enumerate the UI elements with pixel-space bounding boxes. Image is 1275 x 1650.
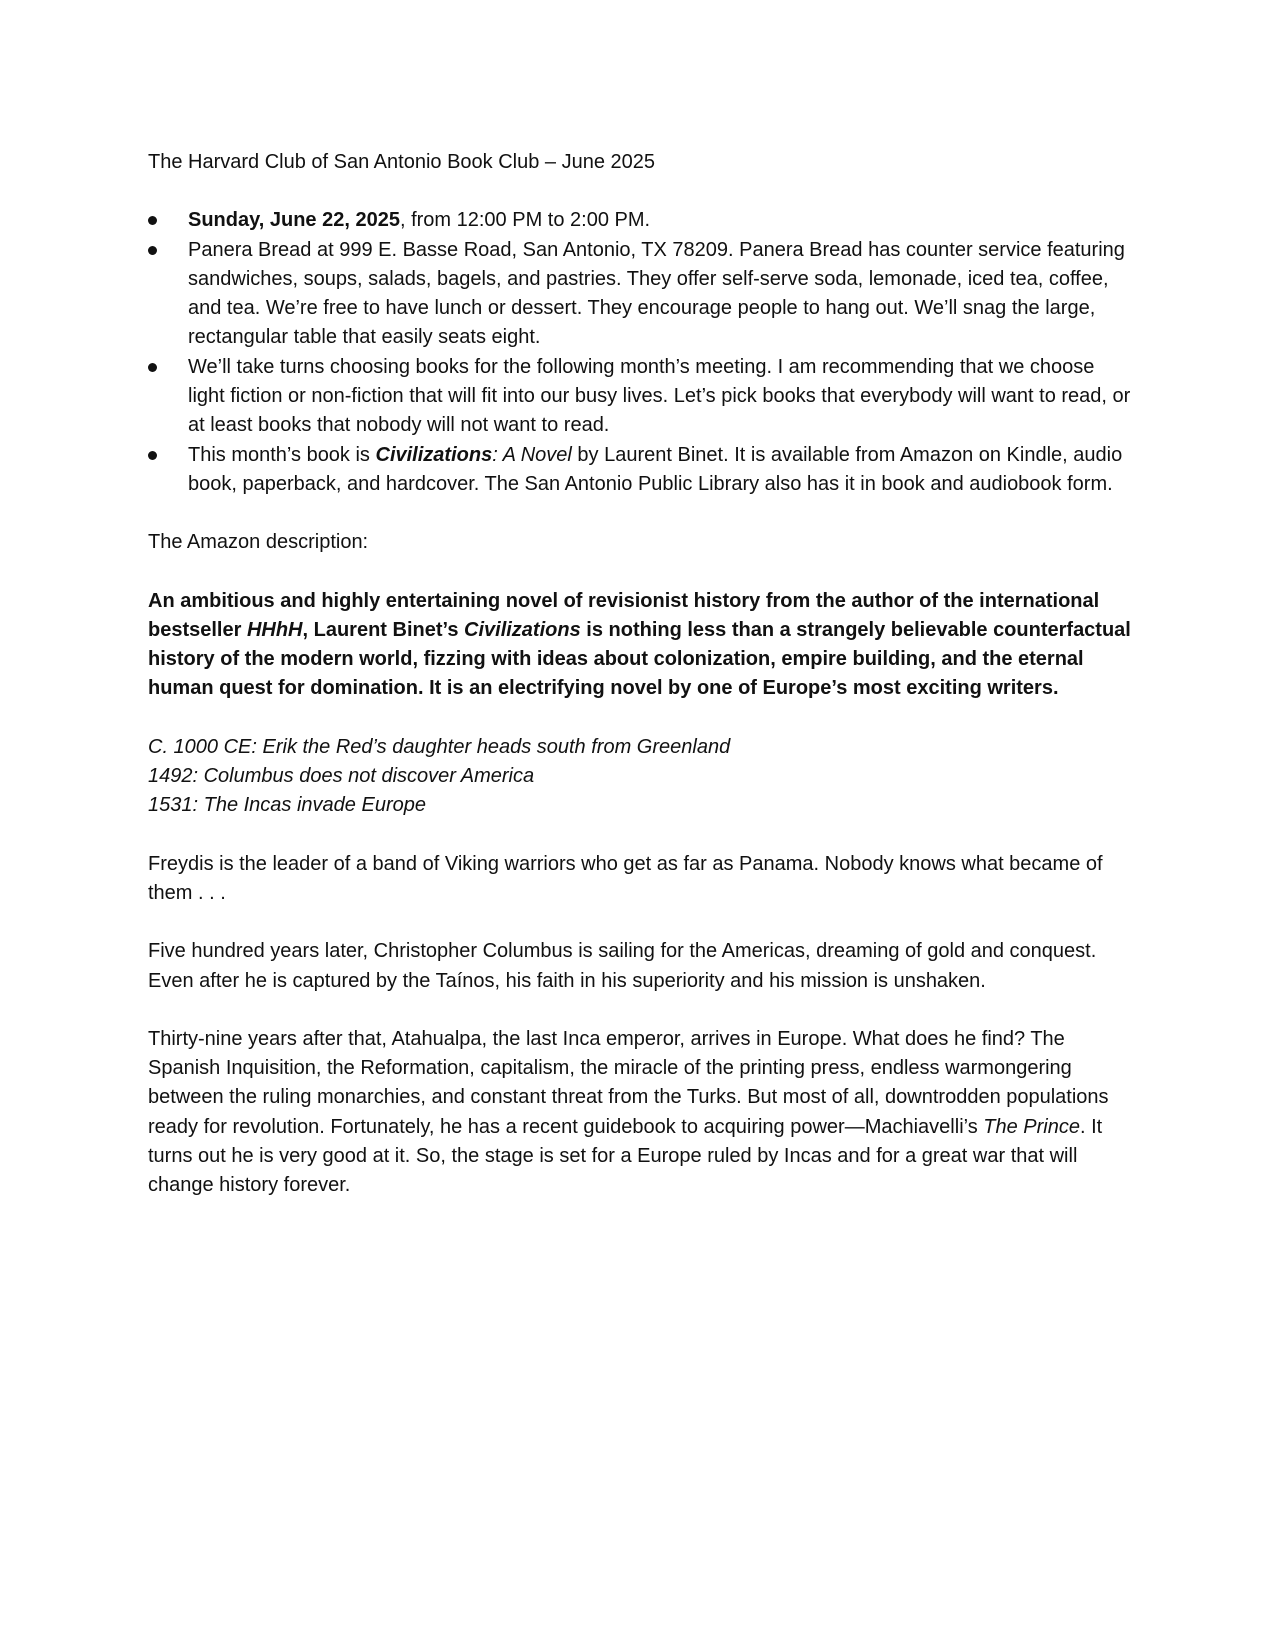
timeline-item: C. 1000 CE: Erik the Red’s daughter heads south from Greenland	[148, 735, 731, 758]
list-item-date	[148, 206, 1133, 235]
bullet-icon	[148, 363, 157, 372]
current-book-intro: This month’s book is	[188, 443, 376, 466]
document-page	[148, 148, 1133, 1230]
blurb-hhhh-title: HHhH	[246, 618, 303, 641]
amazon-heading: The Amazon description:	[148, 531, 369, 554]
atahualpa-part-2: . It turns out he is very good at it. So, the stage is set for a Europe ruled by Incas and for a great war that will change history forever.	[148, 1115, 1103, 1197]
book-selection-note: We’ll take turns choosing books for the following month’s meeting. I am recommending that we choose light fiction or non-fiction that will fit into our busy lives. Let’s pick books that everybody will want to read, or at least books that nobody will not want to read.	[188, 355, 1131, 437]
blurb-part-1: An ambitious and highly entertaining novel of revisionist history from the author of the international bestseller	[148, 589, 1100, 641]
timeline	[148, 733, 1133, 821]
timeline-item: 1531: The Incas invade Europe	[148, 794, 426, 817]
meeting-date: Sunday, June 22, 2025	[188, 209, 400, 232]
bullet-icon	[148, 216, 157, 225]
atahualpa-part-1: Thirty-nine years after that, Atahualpa, the last Inca emperor, arrives in Europe. What does he find? The Spanish Inquisition, the Reformation, capitalism, the miracle of the printing press, endless warmongering between the ruling monarchies, and constant threat from the Turks. But most of all, downtrodden populations ready for revolution. Fortunately, he has a recent guidebook to acquiring power—Machiavelli’s	[148, 1027, 1109, 1138]
paragraph-atahualpa	[148, 1025, 1133, 1201]
meeting-time: , from 12:00 PM to 2:00 PM.	[399, 209, 651, 232]
blurb-civilizations-title: Civilizations	[464, 618, 581, 641]
book-title: Civilizations	[375, 443, 493, 466]
list-item-location	[148, 236, 1133, 353]
blurb-part-3: is nothing less than a strangely believable counterfactual history of the modern world, fizzing with ideas about colonization, empire building, and the eternal human quest for domination. It is an electrifying novel by one of Europe’s most exciting writers.	[148, 618, 1131, 700]
current-book-availability: by Laurent Binet. It is available from Amazon on Kindle, audio book, paperback, and hardcover. The San Antonio Public Library also has it in book and audiobook form.	[188, 443, 1123, 495]
meeting-details-list	[148, 206, 1133, 499]
bullet-icon	[148, 246, 157, 255]
amazon-blurb	[148, 587, 1133, 704]
the-prince-title: The Prince	[983, 1115, 1080, 1138]
list-item-book-selection	[148, 353, 1133, 441]
list-item-current-book	[148, 441, 1133, 500]
document-title: The Harvard Club of San Antonio Book Club – June 2025	[148, 151, 655, 173]
paragraph-columbus: Five hundred years later, Christopher Columbus is sailing for the Americas, dreaming of gold and conquest. Even after he is captured by the Taínos, his faith in his superiority and his mission is unshaken.	[148, 940, 1097, 992]
meeting-location: Panera Bread at 999 E. Basse Road, San Antonio, TX 78209. Panera Bread has counter service featuring sandwiches, soups, salads, bagels, and pastries. They offer self-serve soda, lemonade, iced tea, coffee, and tea. We’re free to have lunch or dessert. They encourage people to hang out. We’ll snag the large, rectangular table that easily seats eight.	[188, 238, 1125, 349]
paragraph-freydis: Freydis is the leader of a band of Viking warriors who get as far as Panama. Nobody knows what became of them . . .	[148, 852, 1103, 904]
bullet-icon	[148, 451, 157, 460]
book-subtitle: : A Novel	[492, 443, 572, 466]
blurb-part-2: , Laurent Binet’s	[302, 618, 465, 641]
timeline-item: 1492: Columbus does not discover America	[148, 765, 535, 788]
